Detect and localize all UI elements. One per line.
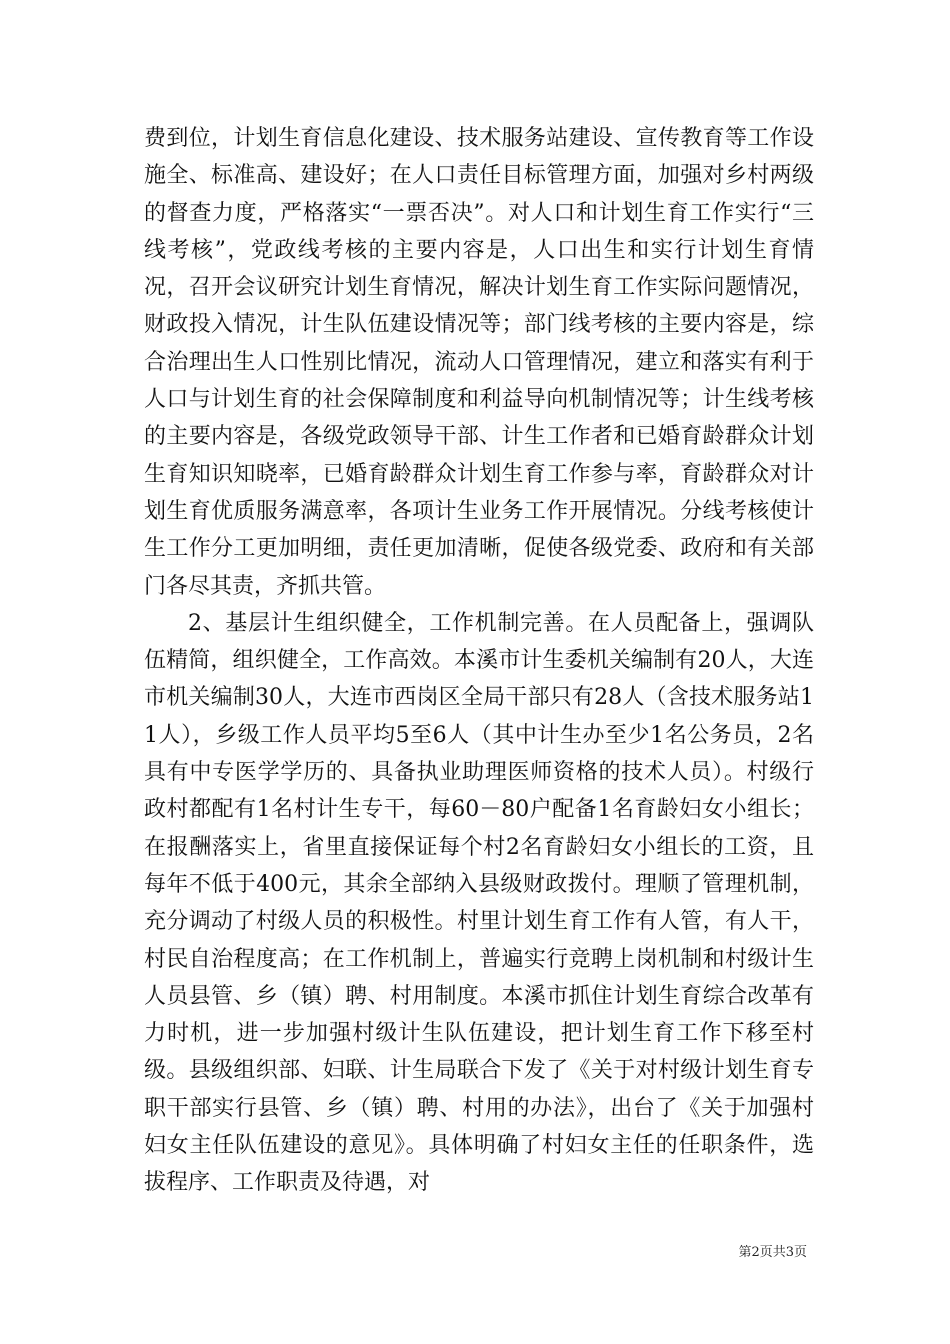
paragraph-grassroots-organization: 2、基层计生组织健全，工作机制完善。在人员配备上，强调队伍精简，组织健全，工作高效。本溪市计生委机关编制有20人，大连市机关编制30人，大连市西岗区全局干部只有28人（含技术服务站11人），乡级工作人员平均5至6人（其中计生办至少1名公务员，2名具有中专医学学历的、具备执业助理医师资格的技术人员）。村级行政村都配有1名村计生专干，每60－80户配备1名育龄妇女小组长；在报酬落实上，省里直接保证每个村2名育龄妇女小组长的工资，且每年不低于400元，其余全部纳入县级财政拨付。理顺了管理机制，充分调动了村级人员的积极性。村里计划生育工作有人管，有人干，村民自治程度高；在工作机制上，普遍实行竞聘上岗机制和村级计生人员县管、乡（镇）聘、村用制度。本溪市抓住计划生育综合改革有力时机，进一步加强村级计生队伍建设，把计划生育工作下移至村级。县级组织部、妇联、计生局联合下发了《关于对村级计划生育专职干部实行县管、乡（镇）聘、村用的办法》，出台了《关于加强村妇女主任队伍建设的意见》。具体明确了村妇女主任的任职条件，选拔程序、工作职责及待遇，对	[144, 610, 815, 1196]
paragraph-continuation: 费到位，计划生育信息化建设、技术服务站建设、宣传教育等工作设施全、标准高、建设好；在人口责任目标管理方面，加强对乡村两级的督查力度，严格落实“一票否决”。对人口和计划生育工作实行“三线考核”，党政线考核的主要内容是，人口出生和实行计划生育情况，召开会议研究计划生育情况，解决计划生育工作实际问题情况，财政投入情况，计生队伍建设情况等；部门线考核的主要内容是，综合治理出生人口性别比情况，流动人口管理情况，建立和落实有利于人口与计划生育的社会保障制度和利益导向机制情况等；计生线考核的主要内容是，各级党政领导干部、计生工作者和已婚育龄群众计划生育知识知晓率，已婚育龄群众计划生育工作参与率，育龄群众对计划生育优质服务满意率，各项计生业务工作开展情况。分线考核使计生工作分工更加明细，责任更加清晰，促使各级党委、政府和有关部门各尽其责，齐抓共管。	[144, 126, 814, 599]
page-number: 第2页共3页	[738, 1245, 807, 1260]
document-body	[144, 120, 814, 1202]
